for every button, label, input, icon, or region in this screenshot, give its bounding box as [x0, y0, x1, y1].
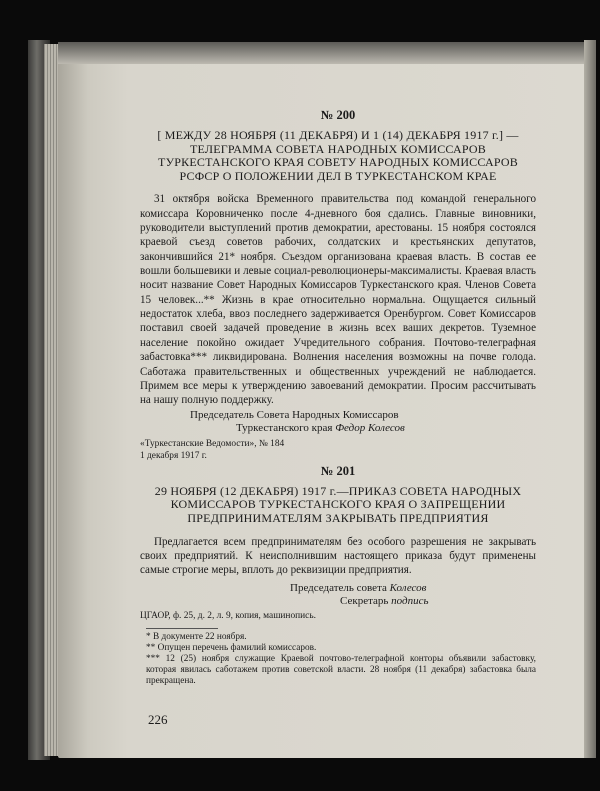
doc201-source: ЦГАОР, ф. 25, д. 2, л. 9, копия, машинопись.	[140, 610, 316, 621]
footnote-2: ** Опущен перечень фамилий комиссаров.	[146, 642, 317, 653]
doc201-title: 29 НОЯБРЯ (12 ДЕКАБРЯ) 1917 г.—ПРИКАЗ СОВЕТА НАРОДНЫХ КОМИССАРОВ ТУРКЕСТАНСКОГО КРАЯ О ЗАПРЕЩЕНИИ ПРЕДПРИНИМАТЕЛЯМ ЗАКРЫВАТЬ ПРЕДПРИЯТИЯ	[154, 483, 522, 525]
doc200-body	[140, 192, 536, 407]
doc201-sign2-label: Секретарь	[340, 595, 389, 608]
doc200-title: [ МЕЖДУ 28 НОЯБРЯ (11 ДЕКАБРЯ) И 1 (14) ДЕКАБРЯ 1917 г.] —ТЕЛЕГРАММА СОВЕТА НАРОДНЫХ КОМИССАРОВ ТУРКЕСТАНСКОГО КРАЯ СОВЕТУ НАРОДНЫХ КОМИССАРОВ РСФСР О ПОЛОЖЕНИИ ДЕЛ В ТУРКЕСТАНСКОМ КРАЕ	[157, 128, 519, 183]
footnote-rule	[146, 628, 218, 629]
doc200-paragraph: 31 октября войска Временного правительства под командой генерального комиссара Коровниченко после 4-дневного боя сдались. Главные виновники, руководители выступлений против демократии, арестованы. 15 ноября состоялся краевой съезд советов рабочих, солдатских и крестьянских депутатов, закончившийся 21* ноября. Съездом организована краевая власть. В состав ее вошли большевики и левые социал-революционеры-максималисты. Краевая власть носит название Совет Народных Комиссаров Туркестанского края. Членов Совета 15 человек...** Жизнь в крае относительно нормальна. Ощущается сильный недостаток хлеба, ввоз последнего задерживается Оренбургом. Совет Комиссаров поставил своей задачей проведение в жизнь всех ваших декретов. Туземное население покойно ожидает Учредительного собрания. Почтово-телеграфная забастовка*** ликвидирована. Волнения населения возможны на почве голода. Саботажа правительственных и общественных учреждений не наблюдается. Примем все меры к утверждению завоеваний демократии. Просим рассчитывать на нашу полную поддержку.	[140, 193, 536, 407]
doc200-number: № 200	[320, 108, 356, 122]
doc201-paragraph: Предлагается всем предпринимателям без особого разрешения не закрывать своих предприятий. К неисполнившим настоящего приказа будут применены самые строгие меры, вплоть до реквизиции предприятия.	[140, 535, 536, 577]
doc201-signature	[140, 582, 536, 609]
footnote-1: * В документе 22 ноября.	[146, 631, 247, 642]
doc201-body	[140, 535, 536, 578]
doc201-sign1-name: Колесов	[389, 581, 427, 594]
doc201-number: № 201	[320, 463, 356, 478]
doc200-signer: Федор Колесов	[335, 422, 405, 435]
doc200-signature	[140, 409, 536, 436]
doc200-sign-line2: Туркестанского края	[236, 422, 333, 435]
doc200-source: «Туркестанские Ведомости», № 184	[140, 438, 285, 449]
footnotes	[140, 632, 536, 687]
page-right-edge	[584, 40, 596, 758]
doc200-sign-line1: Председатель Совета Народных Комиссаров	[190, 408, 399, 421]
doc200-date: 1 декабря 1917 г.	[140, 450, 207, 461]
doc201-sign2-name: подпись	[391, 595, 429, 608]
footnote-3: *** 12 (25) ноября служащие Краевой почтово-телеграфной конторы объявили забастовку, которая явилась саботажем против советской власти. 28 ноября (11 декабря) забастовка была прекращена.	[146, 653, 536, 686]
page-top-shadow	[58, 42, 590, 64]
doc201-sign1-label: Председатель совета	[290, 581, 387, 594]
page-text	[140, 108, 536, 687]
page-number: 226	[148, 712, 168, 727]
